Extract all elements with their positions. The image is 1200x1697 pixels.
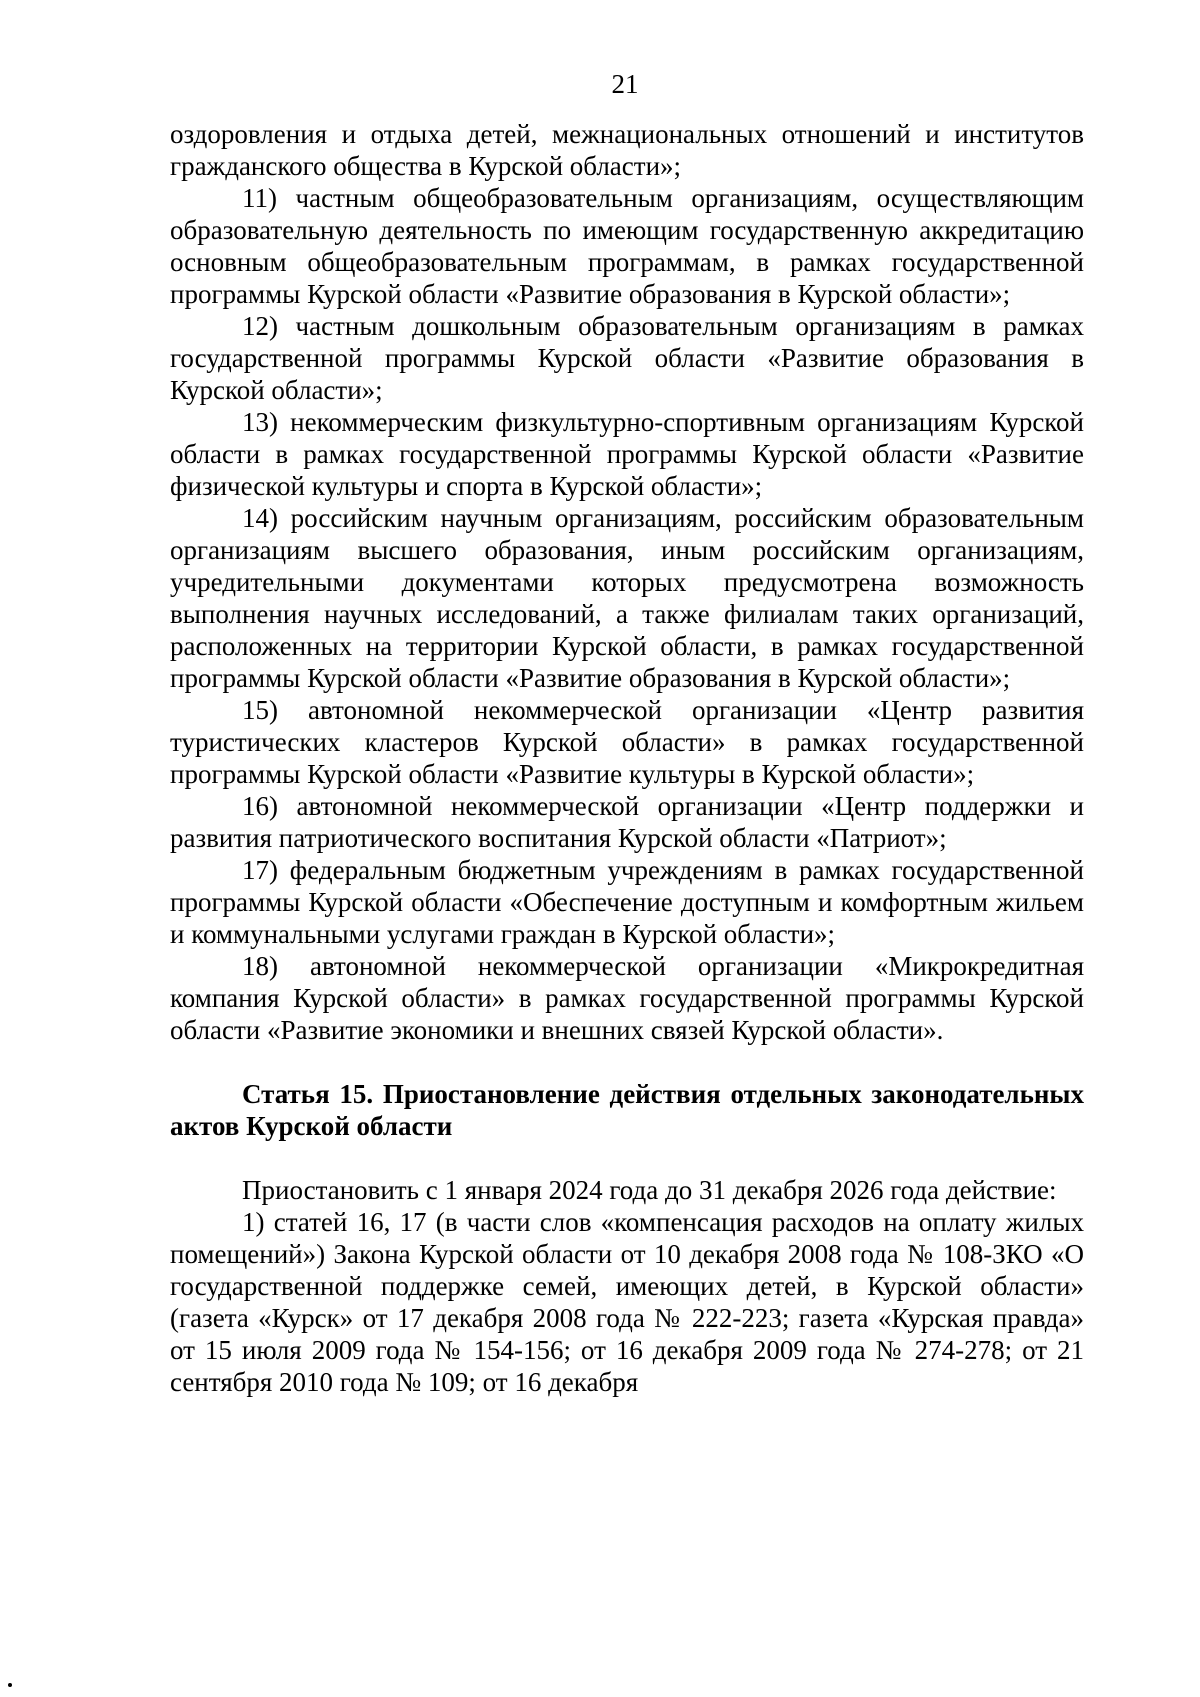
article-list-item-1: 1) статей 16, 17 (в части слов «компенсация расходов на оплату жилых помещений») Закона Курской области от 10 декабря 2008 года № 108-ЗКО «О государственной поддержке семей, имеющих детей, в Курской области» (газета «Курск» от 17 декабря 2008 года № 222-223; газета «Курская правда» от 15 июля 2009 года № 154-156; от 16 декабря 2009 года № 274-278; от 21 сентября 2010 года № 109; от 16 декабря bbox=[170, 1207, 1084, 1397]
article-intro-paragraph: Приостановить с 1 января 2024 года до 31 декабря 2026 года действие: bbox=[242, 1175, 1057, 1205]
page-number: 21 bbox=[611, 69, 639, 99]
list-item-11: 11) частным общеобразовательным организациям, осуществляющим образовательную деятельность по имеющим государственную аккредитацию основным общеобразовательным программам, в рамках государственной программы Курской области «Развитие образования в Курской области»; bbox=[170, 183, 1084, 309]
scan-artifact-dot bbox=[8, 1683, 12, 1687]
list-item-13: 13) некоммерческим физкультурно-спортивным организациям Курской области в рамках государственной программы Курской области «Развитие физической культуры и спорта в Курской области»; bbox=[170, 407, 1084, 501]
paragraph-continuation: оздоровления и отдыха детей, межнациональных отношений и институтов гражданского общества в Курской области»; bbox=[170, 119, 1084, 181]
article-heading: Статья 15. Приостановление действия отдельных законодательных актов Курской области bbox=[170, 1079, 1084, 1141]
list-item-17: 17) федеральным бюджетным учреждениям в рамках государственной программы Курской области «Обеспечение доступным и комфортным жильем и коммунальными услугами граждан в Курской области»; bbox=[170, 855, 1084, 949]
document-body bbox=[170, 118, 1084, 1398]
list-item-18: 18) автономной некоммерческой организации «Микрокредитная компания Курской области» в рамках государственной программы Курской области «Развитие экономики и внешних связей Курской области». bbox=[170, 951, 1084, 1045]
list-item-15: 15) автономной некоммерческой организации «Центр развития туристических кластеров Курской области» в рамках государственной программы Курской области «Развитие культуры в Курской области»; bbox=[170, 695, 1084, 789]
list-item-14: 14) российским научным организациям, российским образовательным организациям высшего образования, иным российским организациям, учредительными документами которых предусмотрена возможность выполнения научных исследований, а также филиалам таких организаций, расположенных на территории Курской области, в рамках государственной программы Курской области «Развитие образования в Курской области»; bbox=[170, 503, 1084, 693]
list-item-12: 12) частным дошкольным образовательным организациям в рамках государственной программы Курской области «Развитие образования в Курской области»; bbox=[170, 311, 1084, 405]
list-item-16: 16) автономной некоммерческой организации «Центр поддержки и развития патриотического воспитания Курской области «Патриот»; bbox=[170, 791, 1084, 853]
